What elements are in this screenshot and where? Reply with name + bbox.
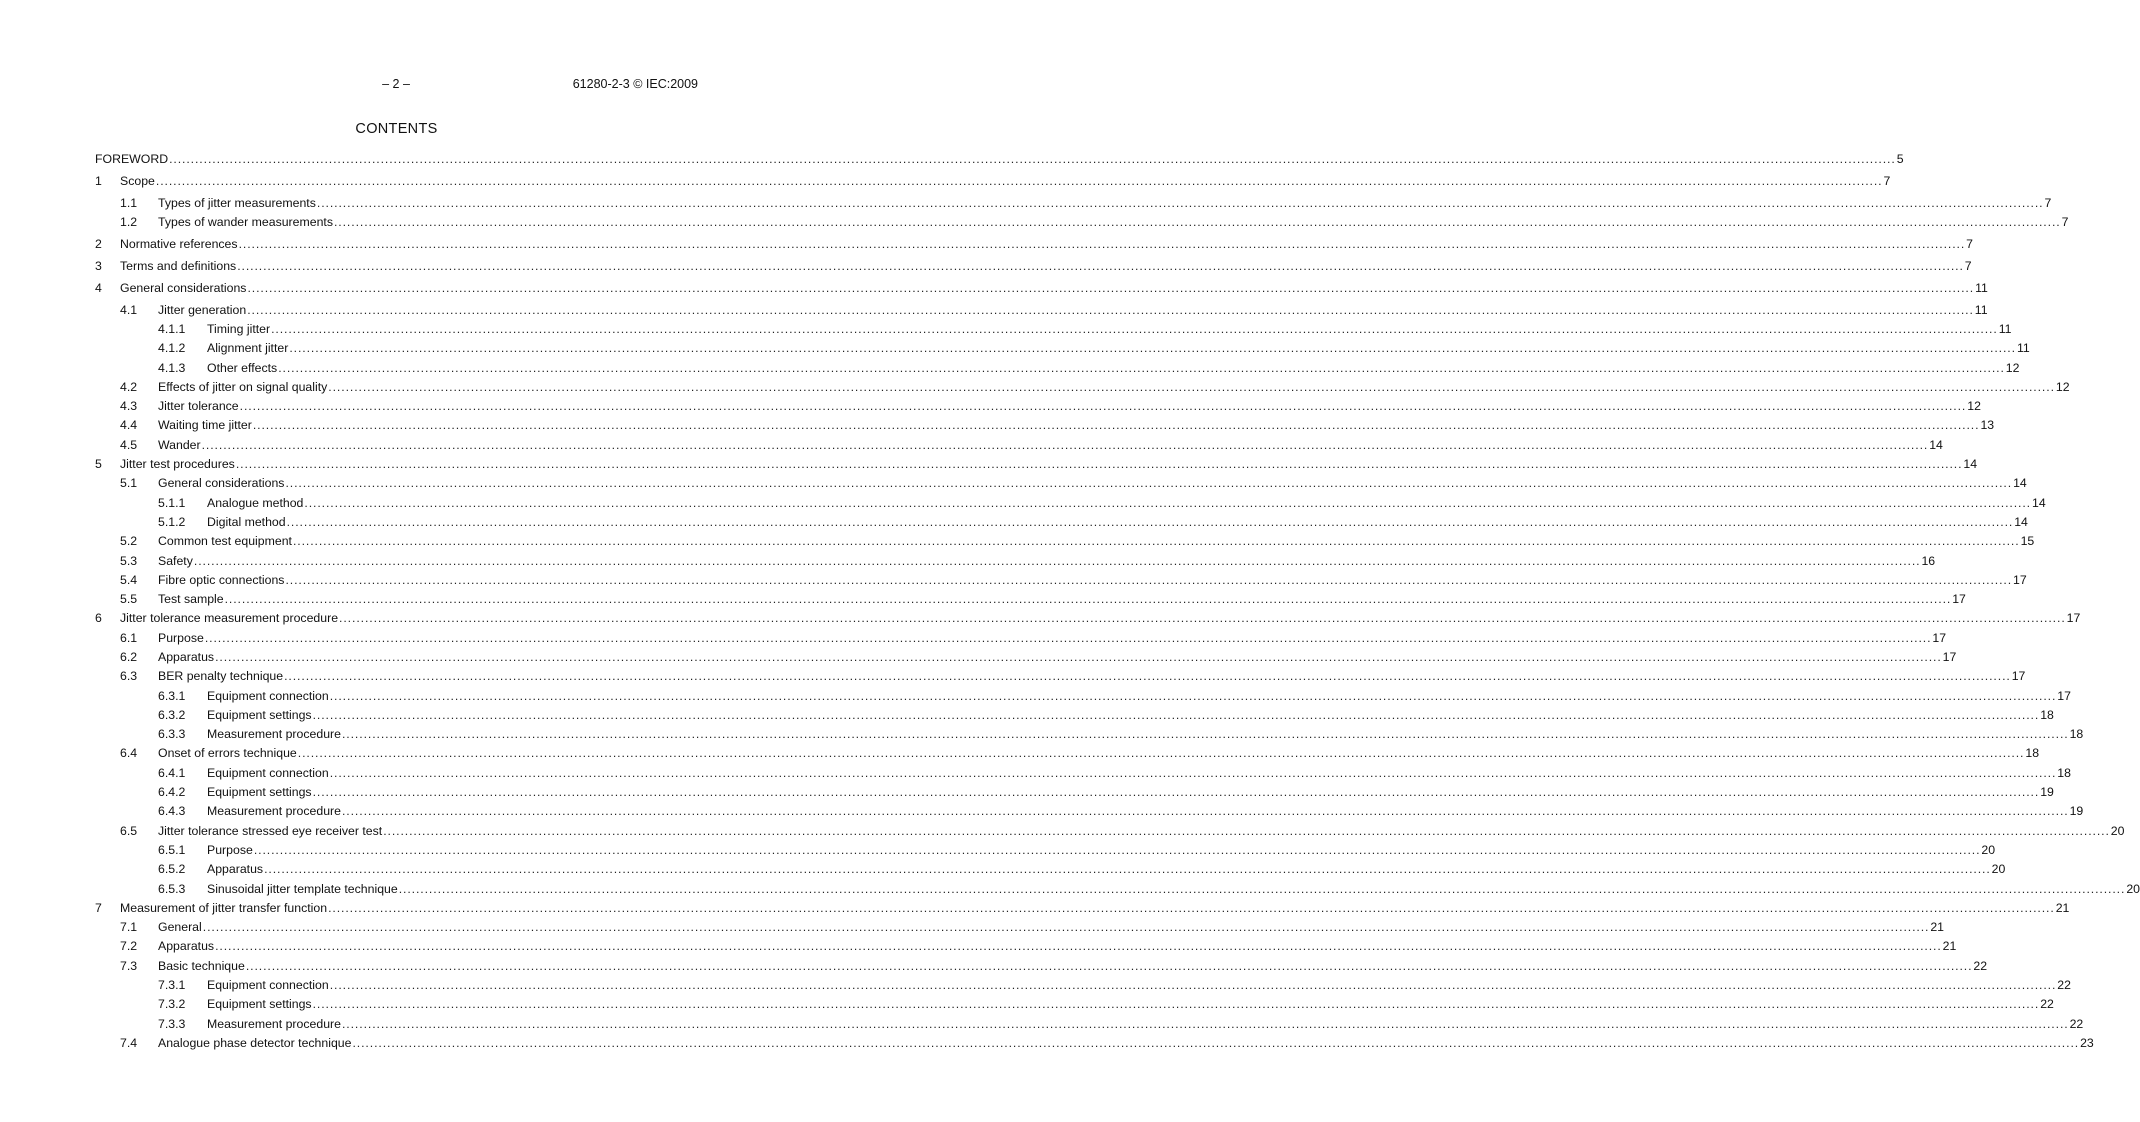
toc-entry-page: 17 [2066,611,2081,626]
toc-dot-leader: ................................................................................................................................................................................................................................................................................................................................................................................................................ [284,669,2011,684]
toc-dot-leader: ................................................................................................................................................................................................................................................................................................................................................................................................................ [224,592,1952,607]
toc-entry-number: 5.1 [120,476,138,491]
toc-entry[interactable] [95,706,2054,725]
toc-dot-leader: ................................................................................................................................................................................................................................................................................................................................................................................................................ [247,302,1974,317]
toc-entry-number: 7.4 [120,1035,138,1050]
toc-entry-title: Normative references [120,235,239,254]
toc-entry-page: 11 [1974,302,1988,317]
toc-dot-leader: ................................................................................................................................................................................................................................................................................................................................................................................................................ [271,321,1998,336]
toc-dot-leader: ................................................................................................................................................................................................................................................................................................................................................................................................................ [204,630,1932,645]
toc-dot-leader: ................................................................................................................................................................................................................................................................................................................................................................................................................ [155,173,1883,188]
toc-entry-title: Scope [120,172,156,191]
toc-entry-title: Jitter generation [158,301,247,320]
toc-entry-page: 11 [2016,341,2030,356]
toc-entry[interactable] [95,301,1988,320]
toc-entry[interactable] [95,235,1973,254]
toc-entry-number: 4.1.1 [158,321,186,336]
toc-dot-leader: ................................................................................................................................................................................................................................................................................................................................................................................................................ [285,476,2013,491]
toc-entry-page: 15 [2020,534,2035,549]
toc-entry-number: 7.2 [120,939,138,954]
toc-entry-number: 6.3.3 [158,727,186,742]
toc-entry[interactable] [95,667,2026,686]
toc-entry-title: Waiting time jitter [158,416,253,435]
toc-entry[interactable] [95,172,1891,191]
toc-dot-leader: ................................................................................................................................................................................................................................................................................................................................................................................................................ [238,236,1966,251]
toc-dot-leader: ................................................................................................................................................................................................................................................................................................................................................................................................................ [286,514,2014,529]
toc-entry-title: Digital method [207,513,287,532]
toc-entry-page: 18 [2040,707,2054,722]
toc-entry-page: 21 [2055,900,2070,915]
toc-dot-leader: ................................................................................................................................................................................................................................................................................................................................................................................................................ [169,152,1896,166]
toc-entry[interactable] [95,918,1945,937]
toc-dot-leader: ................................................................................................................................................................................................................................................................................................................................................................................................................ [239,399,1967,414]
toc-entry-page: 17 [1952,592,1966,607]
toc-entry[interactable] [95,609,2081,628]
toc-entry-title: Wander [158,436,202,455]
toc-dot-leader: ................................................................................................................................................................................................................................................................................................................................................................................................................ [341,1016,2069,1031]
toc-entry-number: 5.5 [120,592,138,607]
toc-entry[interactable] [95,629,1947,648]
toc-entry-number: 6.3 [120,669,138,684]
toc-entry-page: 12 [1967,399,1981,414]
toc-entry-title: FOREWORD [95,150,169,169]
toc-entry-number: 4.1.2 [158,341,186,356]
toc-entry-title: General [158,918,203,937]
toc-entry[interactable] [95,725,2084,744]
toc-entry-page: 17 [2013,572,2027,587]
toc-entry-page: 14 [2013,476,2027,491]
toc-entry-title: Analogue method [207,494,304,513]
toc-entry[interactable] [95,416,1995,435]
toc-dot-leader: ................................................................................................................................................................................................................................................................................................................................................................................................................ [383,823,2110,838]
page-number: – 2 – [382,77,410,91]
toc-entry[interactable] [95,571,2027,590]
toc-entry-page: 17 [2011,669,2026,684]
toc-dot-leader: ................................................................................................................................................................................................................................................................................................................................................................................................................ [329,765,2057,780]
toc-entry-page: 5 [1896,152,1904,166]
toc-entry-page: 7 [1966,236,1973,251]
toc-entry[interactable] [95,860,2006,879]
toc-entry-title: Equipment settings [207,783,313,802]
toc-entry[interactable] [95,474,2027,493]
toc-entry[interactable] [95,1034,2094,1053]
toc-entry-page: 11 [1998,321,2012,336]
toc-entry[interactable] [95,822,2125,841]
toc-entry-title: Onset of errors technique [158,744,298,763]
toc-entry-title: Measurement procedure [207,802,342,821]
toc-entry-title: Analogue phase detector technique [158,1034,352,1053]
toc-dot-leader: ................................................................................................................................................................................................................................................................................................................................................................................................................ [253,842,1981,857]
toc-entry[interactable] [95,213,2069,232]
toc-entry-page: 14 [1929,437,1943,452]
toc-entry[interactable] [95,532,2035,551]
toc-entry-title: BER penalty technique [158,667,284,686]
toc-entry-title: Terms and definitions [120,257,237,276]
toc-entry-number: 5.2 [120,534,138,549]
toc-dot-leader: ................................................................................................................................................................................................................................................................................................................................................................................................................ [341,804,2069,819]
toc-entry-number: 4.2 [120,379,138,394]
toc-entry-page: 22 [2057,978,2071,993]
toc-entry-number: 6.3.1 [158,688,186,703]
toc-dot-leader: ................................................................................................................................................................................................................................................................................................................................................................................................................ [329,688,2057,703]
toc-entry-title: Other effects [207,359,278,378]
toc-dot-leader: ................................................................................................................................................................................................................................................................................................................................................................................................................ [245,958,1973,973]
toc-entry-title: Common test equipment [158,532,293,551]
toc-entry-page: 23 [2080,1035,2094,1050]
toc-entry[interactable] [95,841,1996,860]
toc-dot-leader: ................................................................................................................................................................................................................................................................................................................................................................................................................ [316,195,2044,210]
toc-entry[interactable] [95,957,1988,976]
toc-entry-page: 14 [2014,514,2028,529]
toc-dot-leader: ................................................................................................................................................................................................................................................................................................................................................................................................................ [339,611,2066,626]
toc-entry[interactable] [95,802,2084,821]
toc-entry-number: 6 [95,611,102,626]
toc-entry-title: Apparatus [158,937,215,956]
toc-dot-leader: ................................................................................................................................................................................................................................................................................................................................................................................................................ [215,649,1942,664]
toc-entry-page: 20 [1991,862,2006,877]
toc-entry-page: 20 [1981,842,1996,857]
toc-entry-number: 6.1 [120,630,138,645]
toc-entry[interactable] [95,150,1904,169]
toc-entry[interactable] [95,1015,2084,1034]
toc-entry[interactable] [95,744,2040,763]
toc-entry-number: 5.1.2 [158,514,186,529]
toc-entry-page: 7 [1964,258,1972,273]
toc-entry[interactable] [95,359,2020,378]
toc-entry-title: Equipment settings [207,706,313,725]
toc-entry-title: Effects of jitter on signal quality [158,378,328,397]
toc-dot-leader: ................................................................................................................................................................................................................................................................................................................................................................................................................ [329,978,2057,993]
toc-entry-page: 17 [1932,630,1947,645]
toc-dot-leader: ................................................................................................................................................................................................................................................................................................................................................................................................................ [297,746,2025,761]
toc-entry-page: 14 [2032,495,2046,510]
toc-entry[interactable] [95,397,1981,416]
toc-entry[interactable] [95,687,2071,706]
toc-entry[interactable] [95,648,1957,667]
toc-entry-number: 3 [95,258,102,273]
toc-entry-page: 19 [2040,785,2054,800]
toc-entry-title: Jitter tolerance measurement procedure [120,609,339,628]
toc-dot-leader: ................................................................................................................................................................................................................................................................................................................................................................................................................ [292,534,2020,549]
toc-entry[interactable] [95,194,2052,213]
toc-dot-leader: ................................................................................................................................................................................................................................................................................................................................................................................................................ [328,379,2055,394]
toc-entry-title: Sinusoidal jitter template technique [207,880,399,899]
toc-entry[interactable] [95,899,2070,918]
toc-entry-page: 7 [2061,215,2069,230]
toc-entry-number: 7.3.3 [158,1016,186,1031]
toc-entry-number: 6.4.2 [158,785,186,800]
toc-entry-title: Jitter tolerance [158,397,240,416]
toc-dot-leader: ................................................................................................................................................................................................................................................................................................................................................................................................................ [278,360,2005,375]
toc-entry-number: 1.1 [120,195,138,210]
contents-title: CONTENTS [355,121,438,137]
toc-entry-number: 6.4.3 [158,804,186,819]
toc-entry-number: 7 [95,900,102,915]
toc-entry-title: General considerations [120,279,247,298]
toc-entry[interactable] [95,995,2054,1014]
toc-entry-title: Basic technique [158,957,246,976]
table-of-contents [95,150,2140,1053]
toc-entry-title: Apparatus [207,860,264,879]
toc-dot-leader: ................................................................................................................................................................................................................................................................................................................................................................................................................ [352,1035,2080,1050]
toc-dot-leader: ................................................................................................................................................................................................................................................................................................................................................................................................................ [341,727,2069,742]
toc-entry-number: 7.3.1 [158,978,186,993]
toc-entry-number: 7.3 [120,958,138,973]
toc-entry-number: 6.5.3 [158,881,186,896]
toc-entry-page: 18 [2025,746,2040,761]
toc-entry-page: 17 [2057,688,2071,703]
toc-entry-number: 5.4 [120,572,138,587]
toc-entry-number: 6.2 [120,649,138,664]
toc-entry[interactable] [95,455,1978,474]
toc-entry-page: 12 [2005,360,2020,375]
toc-entry-page: 22 [1973,958,1988,973]
toc-entry-page: 12 [2055,379,2070,394]
toc-entry-page: 13 [1980,418,1995,433]
toc-dot-leader: ................................................................................................................................................................................................................................................................................................................................................................................................................ [235,457,1963,472]
toc-dot-leader: ................................................................................................................................................................................................................................................................................................................................................................................................................ [252,418,1980,433]
toc-dot-leader: ................................................................................................................................................................................................................................................................................................................................................................................................................ [312,997,2040,1012]
toc-entry-number: 6.4 [120,746,138,761]
toc-entry-title: Types of wander measurements [158,213,334,232]
toc-entry-title: Equipment connection [207,687,330,706]
toc-dot-leader: ................................................................................................................................................................................................................................................................................................................................................................................................................ [193,553,1921,568]
toc-entry-page: 22 [2069,1016,2084,1031]
toc-entry-title: Purpose [158,629,205,648]
toc-entry-number: 4.3 [120,399,138,414]
toc-entry-title: Equipment connection [207,976,330,995]
toc-entry[interactable] [95,552,1936,571]
toc-entry[interactable] [95,339,2030,358]
toc-entry-number: 6.5.1 [158,842,186,857]
toc-entry-page: 18 [2057,765,2071,780]
toc-entry[interactable] [95,976,2071,995]
toc-entry-title: Fibre optic connections [158,571,285,590]
toc-entry-title: Equipment connection [207,764,330,783]
toc-entry-number: 4 [95,280,102,295]
toc-entry-number: 4.1.3 [158,360,186,375]
toc-entry-title: Apparatus [158,648,215,667]
toc-entry-number: 7.1 [120,920,138,935]
toc-dot-leader: ................................................................................................................................................................................................................................................................................................................................................................................................................ [304,495,2031,510]
toc-entry[interactable] [95,764,2071,783]
toc-dot-leader: ................................................................................................................................................................................................................................................................................................................................................................................................................ [247,280,1975,295]
toc-entry-page: 11 [1975,280,1988,295]
toc-entry-title: Purpose [207,841,254,860]
toc-entry-title: Measurement procedure [207,725,342,744]
toc-entry-number: 7.3.2 [158,997,186,1012]
toc-entry-title: Measurement procedure [207,1015,342,1034]
toc-entry[interactable] [95,880,2140,899]
toc-entry[interactable] [95,279,1988,298]
toc-entry-page: 19 [2069,804,2084,819]
toc-dot-leader: ................................................................................................................................................................................................................................................................................................................................................................................................................ [312,707,2040,722]
toc-entry-title: Jitter tolerance stressed eye receiver test [158,822,383,841]
toc-entry[interactable] [95,513,2028,532]
toc-entry-page: 20 [2110,823,2125,838]
toc-dot-leader: ................................................................................................................................................................................................................................................................................................................................................................................................................ [289,341,2016,356]
toc-entry-page: 21 [1930,920,1945,935]
toc-dot-leader: ................................................................................................................................................................................................................................................................................................................................................................................................................ [333,215,2061,230]
toc-entry[interactable] [95,590,1966,609]
toc-entry-page: 22 [2040,997,2054,1012]
toc-entry-title: Safety [158,552,194,571]
toc-entry-title: Alignment jitter [207,339,289,358]
toc-dot-leader: ................................................................................................................................................................................................................................................................................................................................................................................................................ [285,572,2013,587]
toc-entry[interactable] [95,436,1943,455]
toc-dot-leader: ................................................................................................................................................................................................................................................................................................................................................................................................................ [237,258,1964,273]
toc-entry-title: Jitter test procedures [120,455,236,474]
toc-entry-page: 20 [2126,881,2140,896]
toc-entry-page: 17 [1942,649,1957,664]
toc-entry-title: General considerations [158,474,285,493]
toc-entry-title: Timing jitter [207,320,271,339]
toc-entry-page: 14 [1963,457,1978,472]
toc-entry-number: 5.1.1 [158,495,186,510]
toc-entry-page: 16 [1921,553,1936,568]
toc-entry[interactable] [95,937,1957,956]
toc-entry[interactable] [95,257,1972,276]
toc-dot-leader: ................................................................................................................................................................................................................................................................................................................................................................................................................ [398,881,2126,896]
toc-entry-number: 6.5 [120,823,138,838]
toc-dot-leader: ................................................................................................................................................................................................................................................................................................................................................................................................................ [312,785,2040,800]
toc-entry-number: 1 [95,173,102,188]
toc-dot-leader: ................................................................................................................................................................................................................................................................................................................................................................................................................ [201,437,1929,452]
toc-entry-number: 1.2 [120,215,138,230]
toc-entry-page: 7 [1883,173,1891,188]
toc-entry[interactable] [95,320,2012,339]
toc-entry[interactable] [95,494,2046,513]
toc-dot-leader: ................................................................................................................................................................................................................................................................................................................................................................................................................ [202,920,1930,935]
toc-entry-number: 4.4 [120,418,138,433]
toc-entry-number: 5.3 [120,553,138,568]
toc-entry-number: 4.5 [120,437,138,452]
toc-dot-leader: ................................................................................................................................................................................................................................................................................................................................................................................................................ [328,900,2055,915]
toc-entry-page: 18 [2069,727,2084,742]
toc-entry-page: 21 [1942,939,1957,954]
toc-entry-number: 6.3.2 [158,707,186,722]
toc-entry-title: Measurement of jitter transfer function [120,899,328,918]
toc-entry[interactable] [95,783,2054,802]
toc-entry-number: 6.4.1 [158,765,186,780]
toc-entry[interactable] [95,378,2070,397]
toc-entry-number: 5 [95,457,102,472]
document-reference: 61280-2-3 © IEC:2009 [572,77,698,91]
toc-dot-leader: ................................................................................................................................................................................................................................................................................................................................................................................................................ [264,862,1991,877]
toc-entry-title: Test sample [158,590,225,609]
toc-entry-title: Types of jitter measurements [158,194,317,213]
toc-entry-page: 7 [2044,195,2052,210]
toc-entry-title: Equipment settings [207,995,313,1014]
toc-entry-number: 4.1 [120,302,138,317]
toc-entry-number: 2 [95,236,102,251]
toc-entry-number: 6.5.2 [158,862,186,877]
toc-dot-leader: ................................................................................................................................................................................................................................................................................................................................................................................................................ [215,939,1942,954]
